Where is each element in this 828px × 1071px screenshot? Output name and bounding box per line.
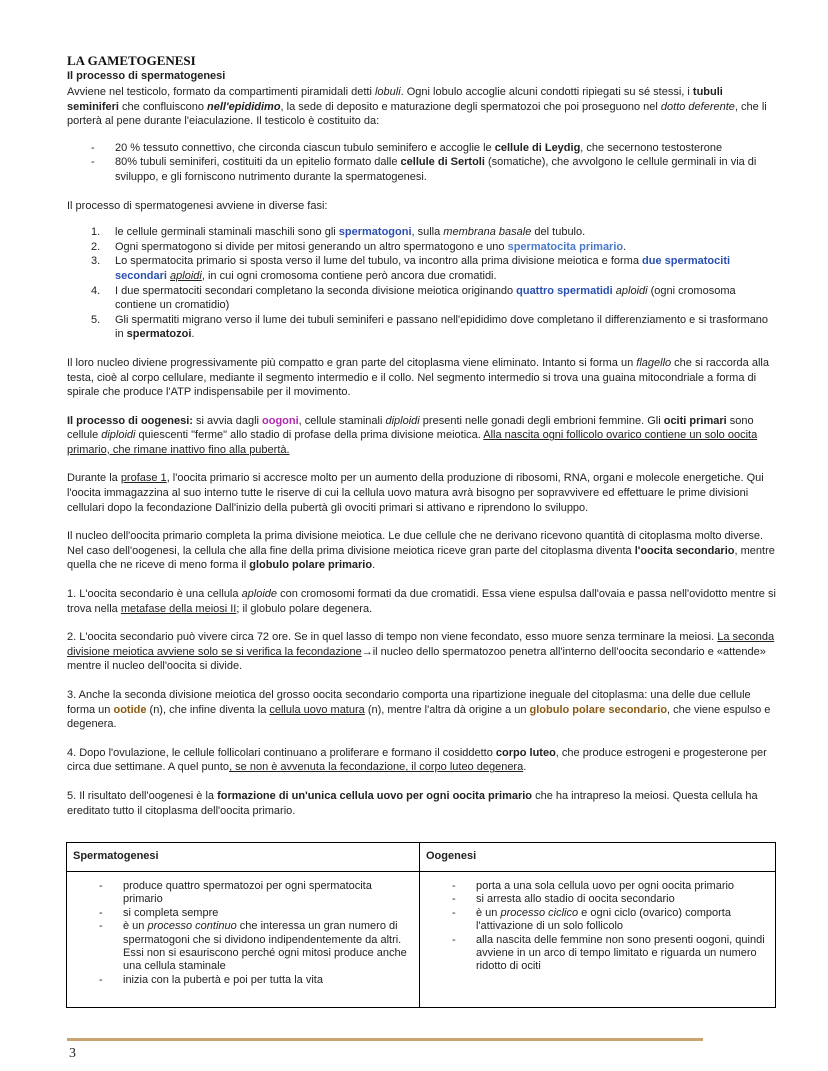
list-item	[67, 225, 777, 240]
term-cellula-uovo-unica: formazione di un'unica cellula uovo per ogni oocita primario	[217, 789, 533, 802]
text: , in cui ogni cromosoma contiene però ancora due cromatidi.	[201, 269, 497, 282]
term-metafase-meiosi-ii: metafase della meiosi II	[120, 602, 237, 615]
term-epididimo: nell'epididimo	[207, 100, 281, 113]
phases-intro: Il processo di spermatogenesi avviene in diverse fasi:	[67, 199, 328, 212]
list-item	[77, 920, 409, 974]
nucleus-paragraph	[67, 356, 777, 400]
term-cellule-di-leydig: cellule di Leydig	[494, 141, 581, 154]
text: Durante la	[67, 472, 121, 485]
item-number: 3.	[91, 255, 101, 268]
text: . Ogni lobulo accoglie alcuni condotti ripiegati su sé stessi, i	[400, 86, 693, 98]
term-aploidi: aploidi	[170, 269, 202, 282]
oogenesis-features	[430, 880, 765, 974]
text: .	[191, 328, 195, 341]
text: presenti nelle gonadi degli embrioni femmine. Gli	[419, 414, 664, 427]
text: 20 % tessuto connettivo, che circonda ciascun tubulo seminifero e accoglie le	[115, 141, 495, 154]
point-1-paragraph	[67, 587, 777, 616]
text: 2. L'oocita secondario può vivere circa 72 ore. Se in quel lasso di tempo non viene fecondato, esso muore senza terminare la meiosi.	[67, 631, 718, 644]
text: , che secernono testosterone	[580, 141, 723, 154]
term-lobuli: lobuli	[374, 86, 401, 98]
list-item: - alla nascita delle femmine non sono presenti oogoni, quindi avviene in un arco di tempo limitato e riguarda un numero ridotto di ociti	[430, 934, 765, 974]
table-header-row	[67, 843, 776, 872]
text: si avvia dagli	[192, 414, 263, 427]
term-diploidi: diploidi	[385, 414, 420, 427]
point-4-paragraph	[67, 746, 777, 775]
text: 4. Dopo l'ovulazione, le cellule follicolari continuano a proliferare e formano il cosiddetto	[67, 746, 496, 759]
text: (somatiche), che avvolgono le cellule germinali in via di sviluppo, e gli forniscono nutrimento durante la spermatogenesi.	[115, 156, 757, 183]
list-item: - produce quattro spermatozoi per ogni spermatocita primario	[77, 880, 409, 907]
list-item	[67, 141, 777, 156]
page-title: LA GAMETOGENESI	[67, 53, 196, 68]
list-item: - inizia con la pubertà e poi per tutta la vita	[77, 974, 409, 987]
term-aploide: aploide	[241, 588, 278, 601]
text: , che viene espulso e degenera.	[67, 703, 771, 731]
comparison-table	[66, 842, 776, 1008]
section-label-oogenesis: Il processo di oogenesi:	[67, 414, 193, 427]
text: 1. L'oocita secondario è una cellula	[67, 588, 242, 601]
term-processo-ciclico: processo ciclico	[500, 906, 579, 919]
text: sono cellule	[67, 414, 754, 442]
term-profase-1: profase 1	[120, 472, 167, 485]
text: (n), che infine diventa la	[146, 703, 270, 716]
point-3-paragraph	[67, 688, 777, 732]
text: 5. Il risultato dell'oogenesi è la	[67, 789, 218, 802]
text: .	[523, 761, 527, 774]
term-diploidi: diploidi	[101, 429, 136, 442]
text: , la sede di deposito e maturazione degli spermatozoi che poi proseguono nel	[280, 100, 661, 113]
text: Lo spermatocita primario si sposta verso il lume del tubulo, va incontro alla prima divisione meiotica e forma	[115, 255, 643, 268]
oocyte-nucleus-paragraph	[67, 529, 777, 573]
term-corpo-luteo: corpo luteo	[495, 746, 556, 759]
page-number: 3	[69, 1046, 76, 1061]
list-item: - porta a una sola cellula uovo per ogni oocita primario	[430, 880, 765, 893]
oogenesis-paragraph	[67, 414, 777, 458]
text: (n), mentre l'altra dà origine a un	[364, 703, 530, 716]
text: , sulla	[411, 226, 444, 239]
item-number: 2.	[91, 240, 101, 253]
text: che ha intrapreso la meiosi. Questa cellula ha ereditato tutto il citoplasma dell'oocita primario.	[67, 789, 758, 817]
table-cell-spermatogenesis	[67, 872, 420, 1008]
term-ootide: ootide	[113, 703, 147, 716]
text: (ogni cromosoma contiene un cromatidio)	[115, 284, 736, 312]
testicle-composition-list	[67, 141, 777, 185]
item-number: 5.	[91, 313, 101, 326]
text: , che produce estrogeni e progesterone per circa due settimane. A quel punto	[67, 746, 767, 774]
text: →il nucleo dello spermatozoo penetra all'interno dell'oocita secondario e «attende» mentre il nucleo dell'oocita si divide.	[67, 645, 766, 673]
term-spermatocita-primario: spermatocita primario	[507, 240, 624, 253]
text: , mentre quella che ne riceve di meno forma il	[67, 544, 775, 572]
item-number: 4.	[91, 284, 101, 297]
list-item	[67, 284, 777, 313]
term-globulo-polare-primario: globulo polare primario	[249, 559, 373, 572]
spermatogenesis-features	[77, 880, 409, 987]
text: è un	[476, 906, 501, 919]
list-item	[67, 313, 777, 342]
term-spermatociti-secondari: due spermatociti secondari	[115, 255, 731, 282]
text: con cromosomi formati da due cromatidi. Essa viene espulsa dall'ovaia e passa nell'ovidotto mentre si trova nella	[67, 588, 776, 615]
footer-rule	[67, 1038, 703, 1041]
intro-paragraph	[67, 85, 777, 129]
text: che si raccorda alla testa, cioè al corpo cellulare, mediante il segmento intermedio e il collo. Nel segmento intermedio si trova una guaina mitocondriale a forma di spirale che produce l'ATP indispensabile per il movimento.	[67, 356, 769, 399]
text: e ogni ciclo (ovarico) comporta l'attivazione di un solo follicolo	[476, 906, 731, 933]
term-globulo-polare-secondario: globulo polare secondario	[529, 703, 668, 716]
text: , che li porterà al pene durante l'eiaculazione. Il testicolo è costituito da:	[67, 100, 767, 128]
point-5-paragraph	[67, 789, 777, 818]
term-spermatidi: quattro spermatidi	[516, 284, 613, 297]
list-item: - si completa sempre	[77, 907, 409, 920]
text: che interessa un gran numero di spermatogoni che si dividono indipendentemente da altri. Essi non si esauriscono perché ogni mitosi produce anche una cellula staminale	[123, 920, 407, 973]
term-aploidi: aploidi	[615, 284, 648, 297]
text: 80% tubuli seminiferi, costituiti da un epitelio formato dalle	[115, 156, 401, 169]
term-cellula-uovo-matura: cellula uovo matura	[269, 703, 365, 716]
item-number: 1.	[91, 226, 101, 239]
table-header-spermatogenesis: Spermatogenesi	[67, 843, 420, 872]
text: 3. Anche la seconda divisione meiotica del grosso oocita secondario comporta una ripartizione ineguale del citoplasma: una delle due cellule forma un	[67, 689, 751, 716]
term-oocita-secondario: l'oocita secondario	[634, 544, 735, 557]
list-item	[67, 254, 777, 283]
text: Ogni spermatogono si divide per mitosi generando un altro spermatogono e uno	[115, 240, 508, 253]
table-row	[67, 872, 776, 1008]
text: , l'oocita primario si accresce molto per un aumento della produzione di ribosomi, RNA, organi e molecole energetiche. Qui l'oocita immagazzina al suo interno tutte le riserve di cui la cellula uovo matura avrà bisogno per sopravvivere ed effettuare le prime divisioni cellulari dopo la fecondazione Dall'inizio della pubertà gli ovociti primari si attivano e riprendono lo sviluppo.	[67, 472, 764, 514]
text: le cellule germinali staminali maschili sono gli	[115, 226, 339, 239]
point-2-paragraph	[67, 630, 777, 674]
text: .	[372, 559, 376, 572]
underlined-note: Alla nascita ogni follicolo ovarico contiene un solo oocita primario, che rimane inattivo fino alla pubertà.	[67, 429, 758, 456]
text: del tubulo.	[531, 226, 586, 239]
text: quiescenti "ferme" allo stadio di profase della prima divisione meiotica.	[135, 429, 484, 442]
table-cell-oogenesis	[420, 872, 776, 1008]
list-item	[430, 907, 765, 934]
section-title-spermatogenesis: Il processo di spermatogenesi	[67, 70, 226, 82]
text: ; il globulo polare degenera.	[236, 602, 373, 615]
table-header-oogenesis: Oogenesi	[420, 843, 776, 872]
term-cellule-di-sertoli: cellule di Sertoli	[400, 156, 485, 169]
text: Il nucleo dell'oocita primario completa la prima divisione meiotica. Le due cellule che ne derivano ricevono quantità di citoplasma molto diverse. Nel caso dell'oogenesi, la cellula che alla fine della prima divisione meiotica riceve gran parte del citoplasma diventa	[67, 530, 764, 557]
term-ociti-primari: ociti primari	[663, 414, 727, 427]
text: è un	[123, 920, 148, 933]
term-processo-continuo: processo continuo	[147, 920, 237, 933]
phases-list	[67, 225, 777, 342]
term-spermatozoi: spermatozoi	[126, 328, 192, 341]
underlined-note: , se non è avvenuta la fecondazione, il corpo luteo degenera	[229, 761, 524, 774]
term-membrana-basale: membrana basale	[443, 226, 532, 239]
term-oogoni: oogoni	[262, 414, 299, 427]
text: I due spermatociti secondari completano la seconda divisione meiotica originando	[115, 284, 517, 297]
list-item: - si arresta allo stadio di oocita secondario	[430, 893, 765, 906]
term-dotto-deferente: dotto deferente	[660, 100, 735, 113]
text: che confluiscono	[118, 100, 208, 113]
document-body	[67, 53, 777, 818]
text: Gli spermatiti migrano verso il lume dei tubuli seminiferi e passano nell'epididimo dove completano il differenziamento e si trasformano in	[115, 313, 769, 341]
underlined-note: La seconda divisione meiotica avviene solo se si verifica la fecondazione	[67, 631, 775, 658]
term-spermatogoni: spermatogoni	[338, 226, 412, 239]
term-tubuli-seminiferi: tubuli seminiferi	[67, 86, 723, 113]
text: Il loro nucleo diviene progressivamente più compatto e gran parte del citoplasma viene eliminato. Intanto si forma un	[67, 356, 637, 369]
list-item	[67, 155, 777, 184]
profase-paragraph	[67, 471, 777, 515]
list-item	[67, 240, 777, 255]
text: .	[623, 240, 627, 253]
text: , cellule staminali	[298, 414, 386, 427]
text: Avviene nel testicolo, formato da compartimenti piramidali detti	[67, 86, 375, 98]
term-flagello: flagello	[636, 356, 672, 369]
